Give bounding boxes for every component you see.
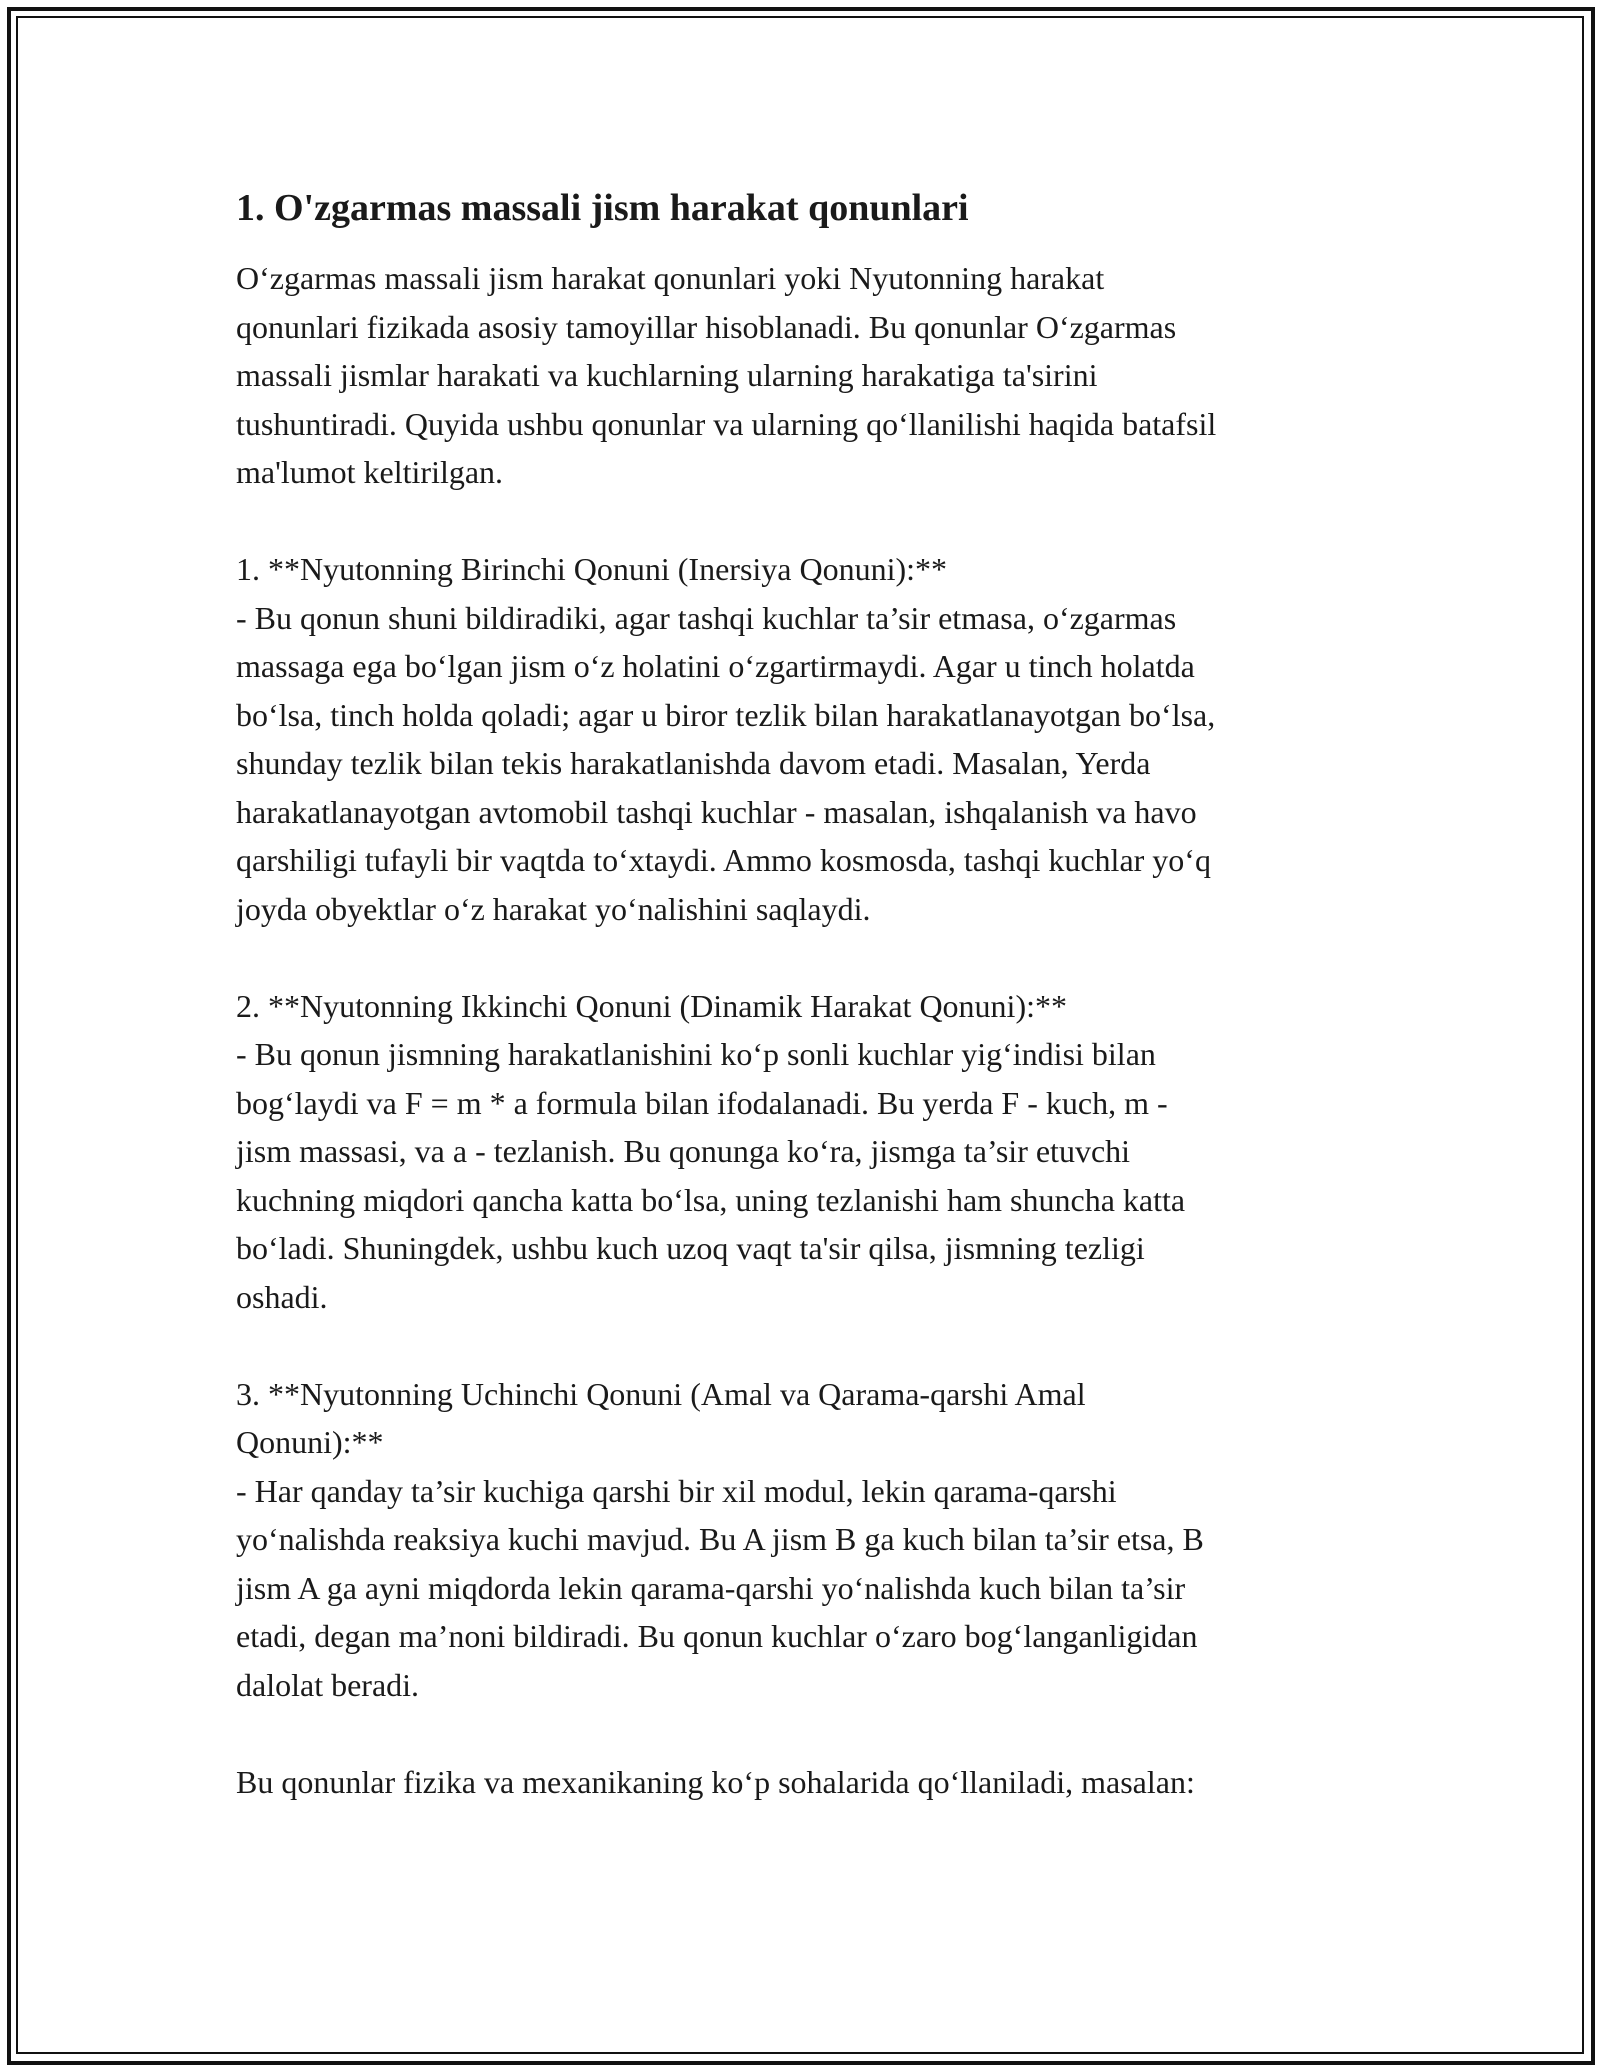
closing-paragraph: Bu qonunlar fizika va mexanikaning ko‘p sohalarida qo‘llaniladi, masalan: — [236, 1763, 1195, 1800]
document-body — [236, 180, 1366, 1806]
intro-paragraph: O‘zgarmas massali jism harakat qonunlari yoki Nyutonning harakat qonunlari fizikada asosiy tamoyillar hisoblanadi. Bu qonunlar O‘zgarmas massali jismlar harakati va kuchlarning ularning harakatiga ta'sirini tushuntiradi. Quyida ushbu qonunlar va ularning qo‘llanilishi haqida batafsil ma'lumot keltirilgan. — [236, 260, 1217, 490]
paragraph-spacer — [236, 1321, 1366, 1370]
paragraph-spacer — [236, 497, 1366, 546]
first-law-section: 1. **Nyutonning Birinchi Qonuni (Inersiya Qonuni):** - Bu qonun shuni bildiradiki, agar tashqi kuchlar ta’sir etmasa, o‘zgarmas massaga ega bo‘lgan jism o‘z holatini o‘zgartirmaydi. Agar u tinch holatda bo‘lsa, tinch holda qoladi; agar u biror tezlik bilan harakatlanayotgan bo‘lsa, shunday tezlik bilan tekis harakatlanishda davom etadi. Masalan, Yerda harakatlanayotgan avtomobil tashqi kuchlar - masalan, ishqalanish va havo qarshiligi tufayli bir vaqtda to‘xtaydi. Ammo kosmosda, tashqi kuchlar yo‘q joyda obyektlar o‘z harakat yo‘nalishini saqlaydi. — [236, 551, 1216, 927]
paragraph-spacer — [236, 933, 1366, 982]
document-title: 1. O'zgarmas massali jism harakat qonunlari — [236, 187, 969, 229]
third-law-section: 3. **Nyutonning Uchinchi Qonuni (Amal va Qarama-qarshi Amal Qonuni):** - Har qanday ta’sir kuchiga qarshi bir xil modul, lekin qarama-qarshi yo‘nalishda reaksiya kuchi mavjud. Bu A jism B ga kuch bilan ta’sir etsa, B jism A ga ayni miqdorda lekin qarama-qarshi yo‘nalishda kuch bilan ta’sir etadi, degan ma’noni bildiradi. Bu qonun kuchlar o‘zaro bog‘langanligidan dalolat beradi. — [236, 1375, 1204, 1703]
second-law-section: 2. **Nyutonning Ikkinchi Qonuni (Dinamik Harakat Qonuni):** - Bu qonun jismning harakatlanishini ko‘p sonli kuchlar yig‘indisi bilan bog‘laydi va F = m * a formula bilan ifodalanadi. Bu yerda F - kuch, m - jism massasi, va a - tezlanish. Bu qonunga ko‘ra, jismga ta’sir etuvchi kuchning miqdori qancha katta bo‘lsa, uning tezlanishi ham shuncha katta bo‘ladi. Shuningdek, ushbu kuch uzoq vaqt ta'sir qilsa, jismning tezligi oshadi. — [236, 987, 1186, 1315]
paragraph-spacer — [236, 1709, 1366, 1758]
